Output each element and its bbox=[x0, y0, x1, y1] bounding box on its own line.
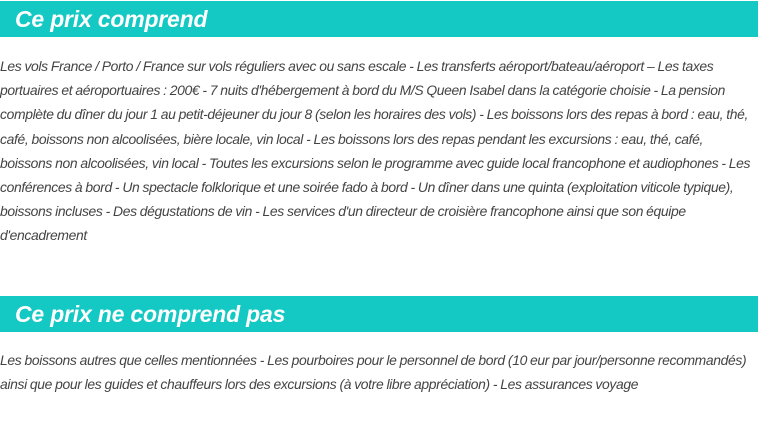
included-section-title: Ce prix comprend bbox=[15, 5, 208, 32]
excluded-section-title: Ce prix ne comprend pas bbox=[15, 300, 286, 327]
excluded-section-text: Les boissons autres que celles mentionnées - Les pourboires pour le personnel de bord (10 eur par jour/personne recommandés) ainsi que pour les guides et chauffeurs lors des excursions (à votre libre appréciation) - Les assurances voyage bbox=[0, 352, 747, 393]
excluded-section-header bbox=[0, 296, 758, 332]
included-section-text: Les vols France / Porto / France sur vols réguliers avec ou sans escale - Les transferts aéroport/bateau/aéroport – Les taxes portuaires et aéroportuaires : 200€ - 7 nuits d'hébergement à bord du M/S Queen Isabel dans la catégorie choisie - La pension complète du dîner du jour 1 au petit-déjeuner du jour 8 (selon les horaires des vols) - Les boissons lors des repas à bord : eau, thé, café, boissons non alcoolisées, bière locale, vin local - Les boissons lors des repas pendant les excursions : eau, thé, café, boissons non alcoolisées, vin local - Toutes les excursions selon le programme avec guide local francophone et audiophones - Les conférences à bord - Un spectacle folklorique et une soirée fado à bord - Un dîner dans une quinta (exploitation viticole typique), boissons incluses - Des dégustations de vin - Les services d'un directeur de croisière francophone ainsi que son équipe d'encadrement bbox=[0, 58, 751, 244]
included-section-header bbox=[0, 1, 758, 37]
